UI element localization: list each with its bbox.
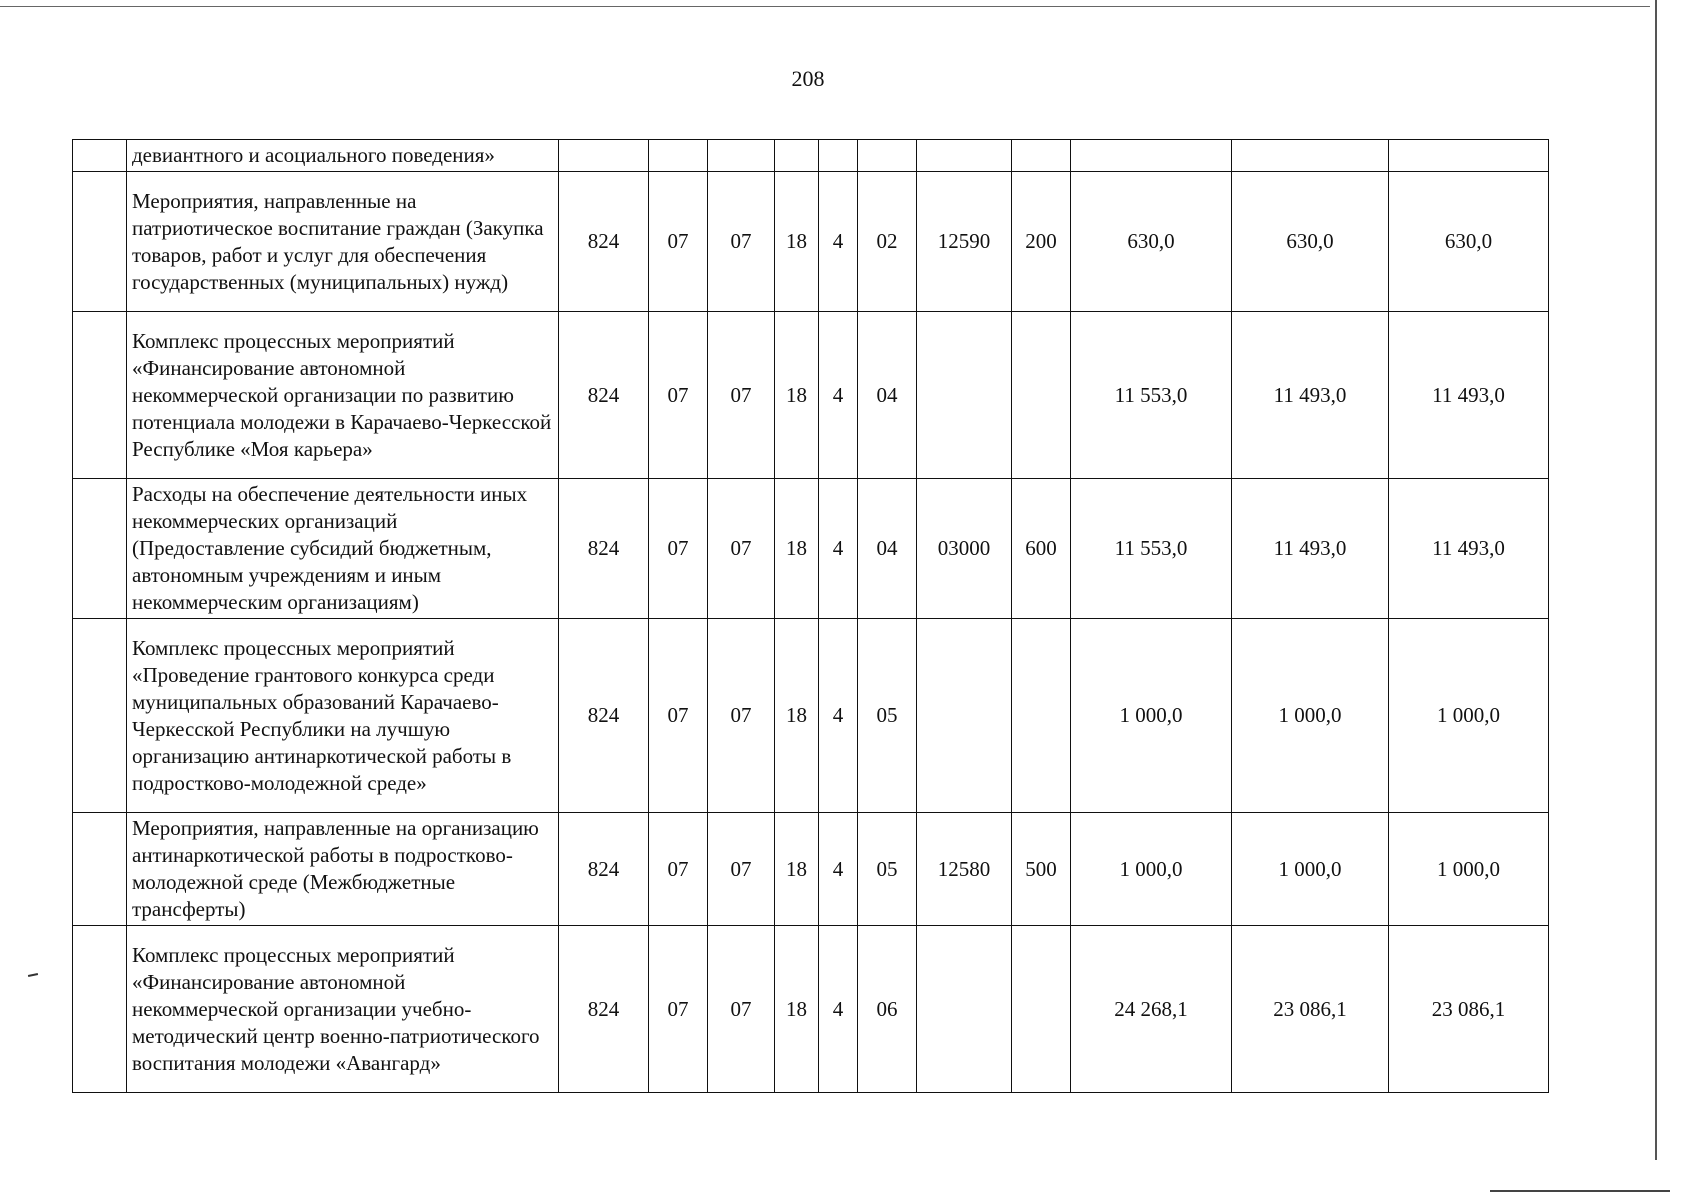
expense-type-cell: 500 [1012,813,1071,926]
ministry-code-cell: 824 [559,813,649,926]
table-row [73,926,1549,1093]
amount-year1-cell: 630,0 [1071,172,1232,312]
program-code-cell: 18 [775,813,819,926]
expense-type-cell [1012,926,1071,1093]
subprogram-code-cell: 4 [819,312,858,479]
subsection-code-cell: 07 [708,813,775,926]
page-number: 208 [791,66,825,91]
subprogram-code-cell: 4 [819,172,858,312]
subsection-code-cell: 07 [708,172,775,312]
program-code-cell: 18 [775,619,819,813]
activity-code-cell: 05 [858,619,917,813]
row-number-cell [73,140,127,172]
amount-year3-cell: 1 000,0 [1389,813,1549,926]
subprogram-code-cell: 4 [819,926,858,1093]
amount-year1-cell: 11 553,0 [1071,479,1232,619]
activity-code-cell: 04 [858,312,917,479]
program-code-cell [775,140,819,172]
expense-type-cell [1012,619,1071,813]
subprogram-code-cell: 4 [819,479,858,619]
activity-code-cell: 02 [858,172,917,312]
ministry-code-cell [559,140,649,172]
amount-year1-cell: 1 000,0 [1071,619,1232,813]
ministry-code-cell: 824 [559,926,649,1093]
table-row [73,140,1549,172]
description-cell: Комплекс процессных мероприятий «Финансирование автономной некоммерческой организации учебно-методический центр военно-патриотического воспитания молодежи «Авангард» [127,926,559,1093]
amount-year1-cell: 1 000,0 [1071,813,1232,926]
amount-year3-cell: 630,0 [1389,172,1549,312]
expense-type-cell [1012,312,1071,479]
program-code-cell: 18 [775,479,819,619]
ministry-code-cell: 824 [559,312,649,479]
description-cell: Мероприятия, направленные на патриотическое воспитание граждан (Закупка товаров, работ и услуг для обеспечения государственных (муниципальных) нужд) [127,172,559,312]
subsection-code-cell: 07 [708,312,775,479]
section-code-cell: 07 [649,479,708,619]
row-number-cell [73,813,127,926]
direction-code-cell [917,312,1012,479]
row-number-cell [73,479,127,619]
amount-year3-cell: 23 086,1 [1389,926,1549,1093]
description-cell: Расходы на обеспечение деятельности иных некоммерческих организаций (Предоставление субсидий бюджетным, автономным учреждениям и иным некоммерческим организациям) [127,479,559,619]
section-code-cell [649,140,708,172]
table-row [73,479,1549,619]
section-code-cell: 07 [649,926,708,1093]
description-cell: Комплекс процессных мероприятий «Финансирование автономной некоммерческой организации по развитию потенциала молодежи в Карачаево-Черкесской Республике «Моя карьера» [127,312,559,479]
amount-year2-cell: 1 000,0 [1232,813,1389,926]
amount-year1-cell [1071,140,1232,172]
scan-artifact-mark [28,973,38,977]
amount-year2-cell: 23 086,1 [1232,926,1389,1093]
direction-code-cell [917,926,1012,1093]
table-row [73,172,1549,312]
amount-year2-cell: 630,0 [1232,172,1389,312]
ministry-code-cell: 824 [559,172,649,312]
subsection-code-cell: 07 [708,926,775,1093]
section-code-cell: 07 [649,619,708,813]
program-code-cell: 18 [775,172,819,312]
table-row [73,619,1549,813]
description-cell: девиантного и асоциального поведения» [127,140,559,172]
subprogram-code-cell: 4 [819,813,858,926]
direction-code-cell: 12590 [917,172,1012,312]
scan-right-edge [1655,0,1657,1160]
amount-year3-cell [1389,140,1549,172]
budget-table [72,139,1549,1093]
expense-type-cell: 600 [1012,479,1071,619]
description-cell: Комплекс процессных мероприятий «Проведение грантового конкурса среди муниципальных образований Карачаево-Черкесской Республики на лучшую организацию антинаркотической работы в подростково-молодежной среде» [127,619,559,813]
amount-year2-cell: 11 493,0 [1232,479,1389,619]
ministry-code-cell: 824 [559,479,649,619]
amount-year2-cell [1232,140,1389,172]
scan-top-border [0,6,1650,7]
direction-code-cell: 12580 [917,813,1012,926]
ministry-code-cell: 824 [559,619,649,813]
row-number-cell [73,926,127,1093]
section-code-cell: 07 [649,813,708,926]
expense-type-cell: 200 [1012,172,1071,312]
program-code-cell: 18 [775,926,819,1093]
direction-code-cell: 03000 [917,479,1012,619]
row-number-cell [73,619,127,813]
amount-year2-cell: 11 493,0 [1232,312,1389,479]
program-code-cell: 18 [775,312,819,479]
subsection-code-cell: 07 [708,619,775,813]
table-row [73,312,1549,479]
table-row [73,813,1549,926]
activity-code-cell: 05 [858,813,917,926]
scan-bottom-line [1490,1190,1670,1192]
direction-code-cell [917,140,1012,172]
activity-code-cell [858,140,917,172]
amount-year3-cell: 11 493,0 [1389,479,1549,619]
section-code-cell: 07 [649,172,708,312]
expense-type-cell [1012,140,1071,172]
amount-year3-cell: 1 000,0 [1389,619,1549,813]
activity-code-cell: 04 [858,479,917,619]
row-number-cell [73,172,127,312]
description-cell: Мероприятия, направленные на организацию антинаркотической работы в подростково-молодежной среде (Межбюджетные трансферты) [127,813,559,926]
subprogram-code-cell: 4 [819,619,858,813]
direction-code-cell [917,619,1012,813]
amount-year1-cell: 24 268,1 [1071,926,1232,1093]
amount-year2-cell: 1 000,0 [1232,619,1389,813]
activity-code-cell: 06 [858,926,917,1093]
section-code-cell: 07 [649,312,708,479]
amount-year1-cell: 11 553,0 [1071,312,1232,479]
subsection-code-cell [708,140,775,172]
subprogram-code-cell [819,140,858,172]
subsection-code-cell: 07 [708,479,775,619]
amount-year3-cell: 11 493,0 [1389,312,1549,479]
row-number-cell [73,312,127,479]
